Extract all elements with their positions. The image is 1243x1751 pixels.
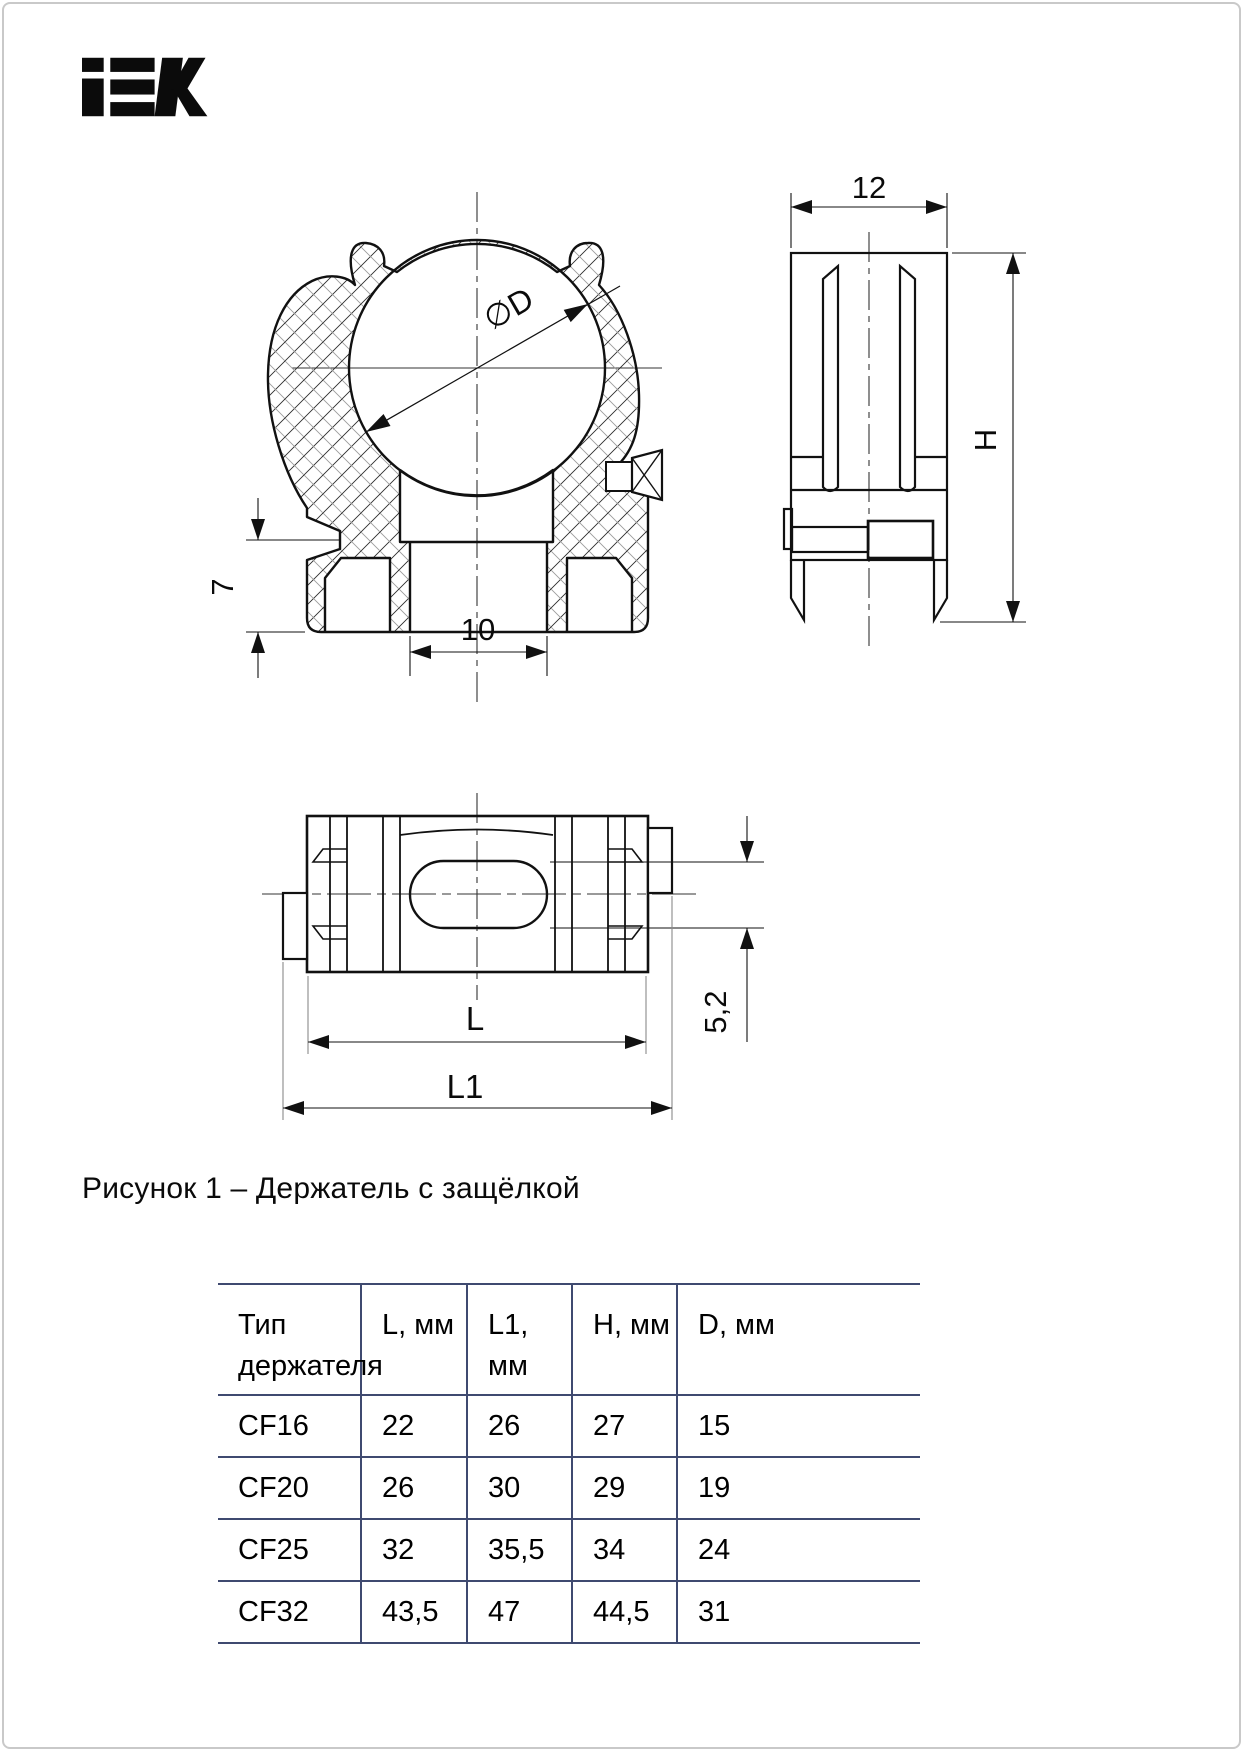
dimension-channel-width [410, 612, 547, 676]
table-row [218, 1519, 920, 1581]
value-cell: 44,5 [572, 1581, 677, 1643]
slot-width-label: 5,2 [698, 990, 733, 1034]
value-cell: 29 [572, 1457, 677, 1519]
value-cell: 31 [677, 1581, 920, 1643]
dimension-diameter [366, 280, 620, 432]
length-L-label: L [465, 1000, 485, 1037]
value-cell: 34 [572, 1519, 677, 1581]
spec-table [218, 1283, 920, 1644]
value-cell: 32 [361, 1519, 467, 1581]
column-header: L1, мм [467, 1284, 572, 1395]
channel-width-label: 10 [460, 612, 496, 647]
table-header-row [218, 1284, 920, 1395]
holder-type-cell: CF25 [218, 1519, 361, 1581]
value-cell: 47 [467, 1581, 572, 1643]
column-header: H, мм [572, 1284, 677, 1395]
value-cell: 19 [677, 1457, 920, 1519]
value-cell: 26 [467, 1395, 572, 1457]
holder-type-cell: CF32 [218, 1581, 361, 1643]
width-12-label: 12 [851, 170, 887, 205]
value-cell: 26 [361, 1457, 467, 1519]
value-cell: 24 [677, 1519, 920, 1581]
column-header: L, мм [361, 1284, 467, 1395]
base-height-label: 7 [205, 578, 240, 596]
bottom-view [262, 793, 764, 1120]
figure-caption: Рисунок 1 – Держатель с защёлкой [82, 1172, 580, 1205]
value-cell: 35,5 [467, 1519, 572, 1581]
column-header: Тип держателя [218, 1284, 361, 1395]
value-cell: 43,5 [361, 1581, 467, 1643]
height-H-label: H [968, 428, 1003, 452]
length-L1-label: L1 [446, 1068, 484, 1105]
value-cell: 22 [361, 1395, 467, 1457]
column-header: D, мм [677, 1284, 920, 1395]
side-view [784, 193, 1026, 652]
table-row [218, 1581, 920, 1643]
value-cell: 15 [677, 1395, 920, 1457]
front-view [205, 192, 662, 705]
value-cell: 30 [467, 1457, 572, 1519]
value-cell: 27 [572, 1395, 677, 1457]
table-row [218, 1457, 920, 1519]
diameter-label: ∅D [477, 280, 540, 337]
holder-type-cell: CF16 [218, 1395, 361, 1457]
holder-type-cell: CF20 [218, 1457, 361, 1519]
table-row [218, 1395, 920, 1457]
